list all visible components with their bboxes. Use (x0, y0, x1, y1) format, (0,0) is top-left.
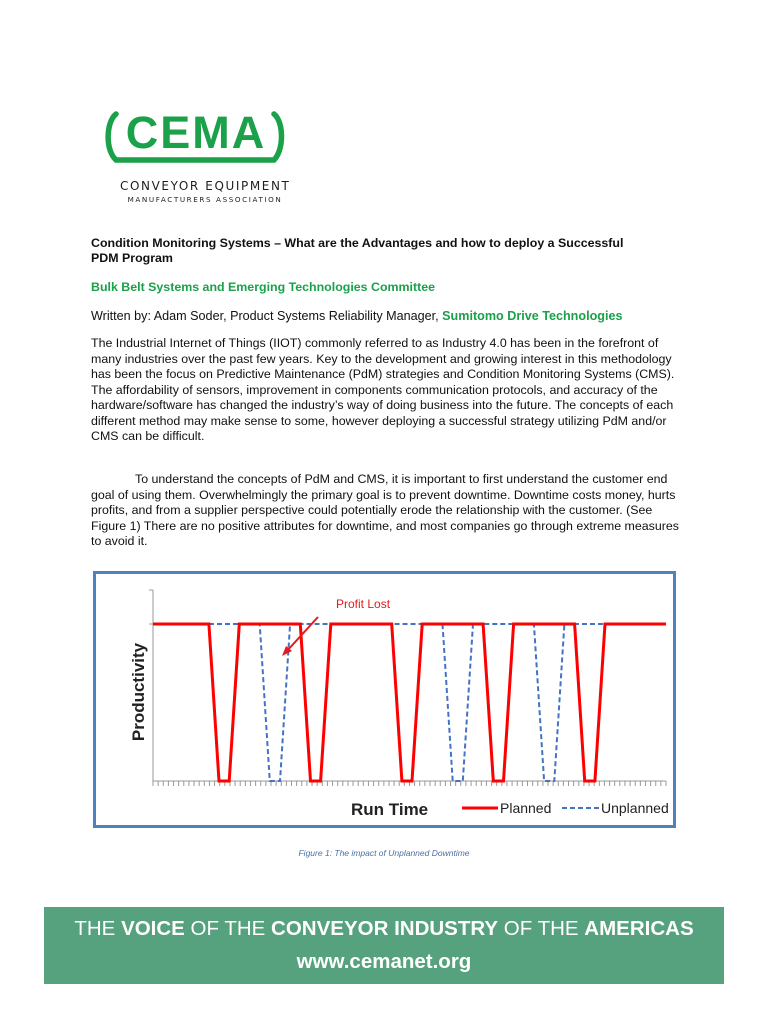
paragraph-2 (91, 472, 686, 550)
legend-planned-label: Planned (500, 800, 552, 816)
tagline-americas: AMERICAS (584, 917, 694, 940)
logo-subtitle-line1: CONVEYOR EQUIPMENT (120, 179, 291, 193)
tagline-part-3: OF THE (498, 917, 585, 940)
figure-1 (93, 571, 676, 828)
banner-url[interactable]: www.cemanet.org (296, 950, 472, 973)
byline-author: Written by: Adam Soder, Product Systems Reliability Manager, (91, 309, 443, 323)
logo-word: CEMA (125, 108, 267, 158)
x-axis-label: Run Time (351, 800, 429, 819)
productivity-chart (96, 574, 673, 825)
byline (91, 309, 622, 323)
legend-unplanned-label: Unplanned (601, 800, 669, 816)
tagline-conveyor-industry: CONVEYOR INDUSTRY (271, 917, 499, 940)
profit-lost-annotation: Profit Lost (336, 597, 391, 611)
byline-company: Sumitomo Drive Technologies (442, 309, 623, 323)
footer-banner (44, 907, 724, 984)
cema-logo (102, 108, 292, 208)
series-line-planned (153, 624, 666, 781)
y-axis-label: Productivity (129, 642, 148, 742)
logo-subtitle-line2: MANUFACTURERS ASSOCIATION (127, 195, 283, 204)
article-title: Condition Monitoring Systems – What are the Advantages and how to deploy a Successful PDM Program (91, 236, 624, 265)
figure-caption: Figure 1: The impact of Unplanned Downtime (298, 848, 470, 858)
banner-tagline (44, 917, 724, 941)
chart-axes (149, 590, 666, 781)
paragraph-2-text: To understand the concepts of PdM and CMS, it is important to first understand the customer end goal of using them. Overwhelmingly the primary goal is to prevent downtime. Downtime costs money, hurts profits, and from a supplier perspective could potentially erode the relationship with the customer. (See Figure 1) There are no positive attributes for downtime, and most companies go through extreme measures to avoid it. (91, 472, 679, 548)
tagline-part-2: OF THE (184, 917, 272, 940)
chart-legend (462, 800, 669, 816)
tagline-voice: VOICE (121, 917, 185, 940)
committee-name: Bulk Belt Systems and Emerging Technologies Committee (91, 280, 436, 294)
paragraph-1: The Industrial Internet of Things (IIOT) commonly referred to as Industry 4.0 has been in the forefront of many industries over the past few years. Key to the development and growing interest in this methodology has been the focus on Predictive Maintenance (PdM) strategies and Condition Monitoring Systems (CMS). The affordability of sensors, improvement in components communication protocols, and accuracy of the hardware/software has changed the industry’s way of doing business into the future. The concepts of each different method may make sense to some, however deploying a successful strategy utilizing PdM and/or CMS can be difficult. (91, 336, 675, 443)
cema-logo-mark (102, 108, 292, 174)
chart-series (153, 624, 666, 781)
tagline-part-1: THE (74, 917, 122, 940)
